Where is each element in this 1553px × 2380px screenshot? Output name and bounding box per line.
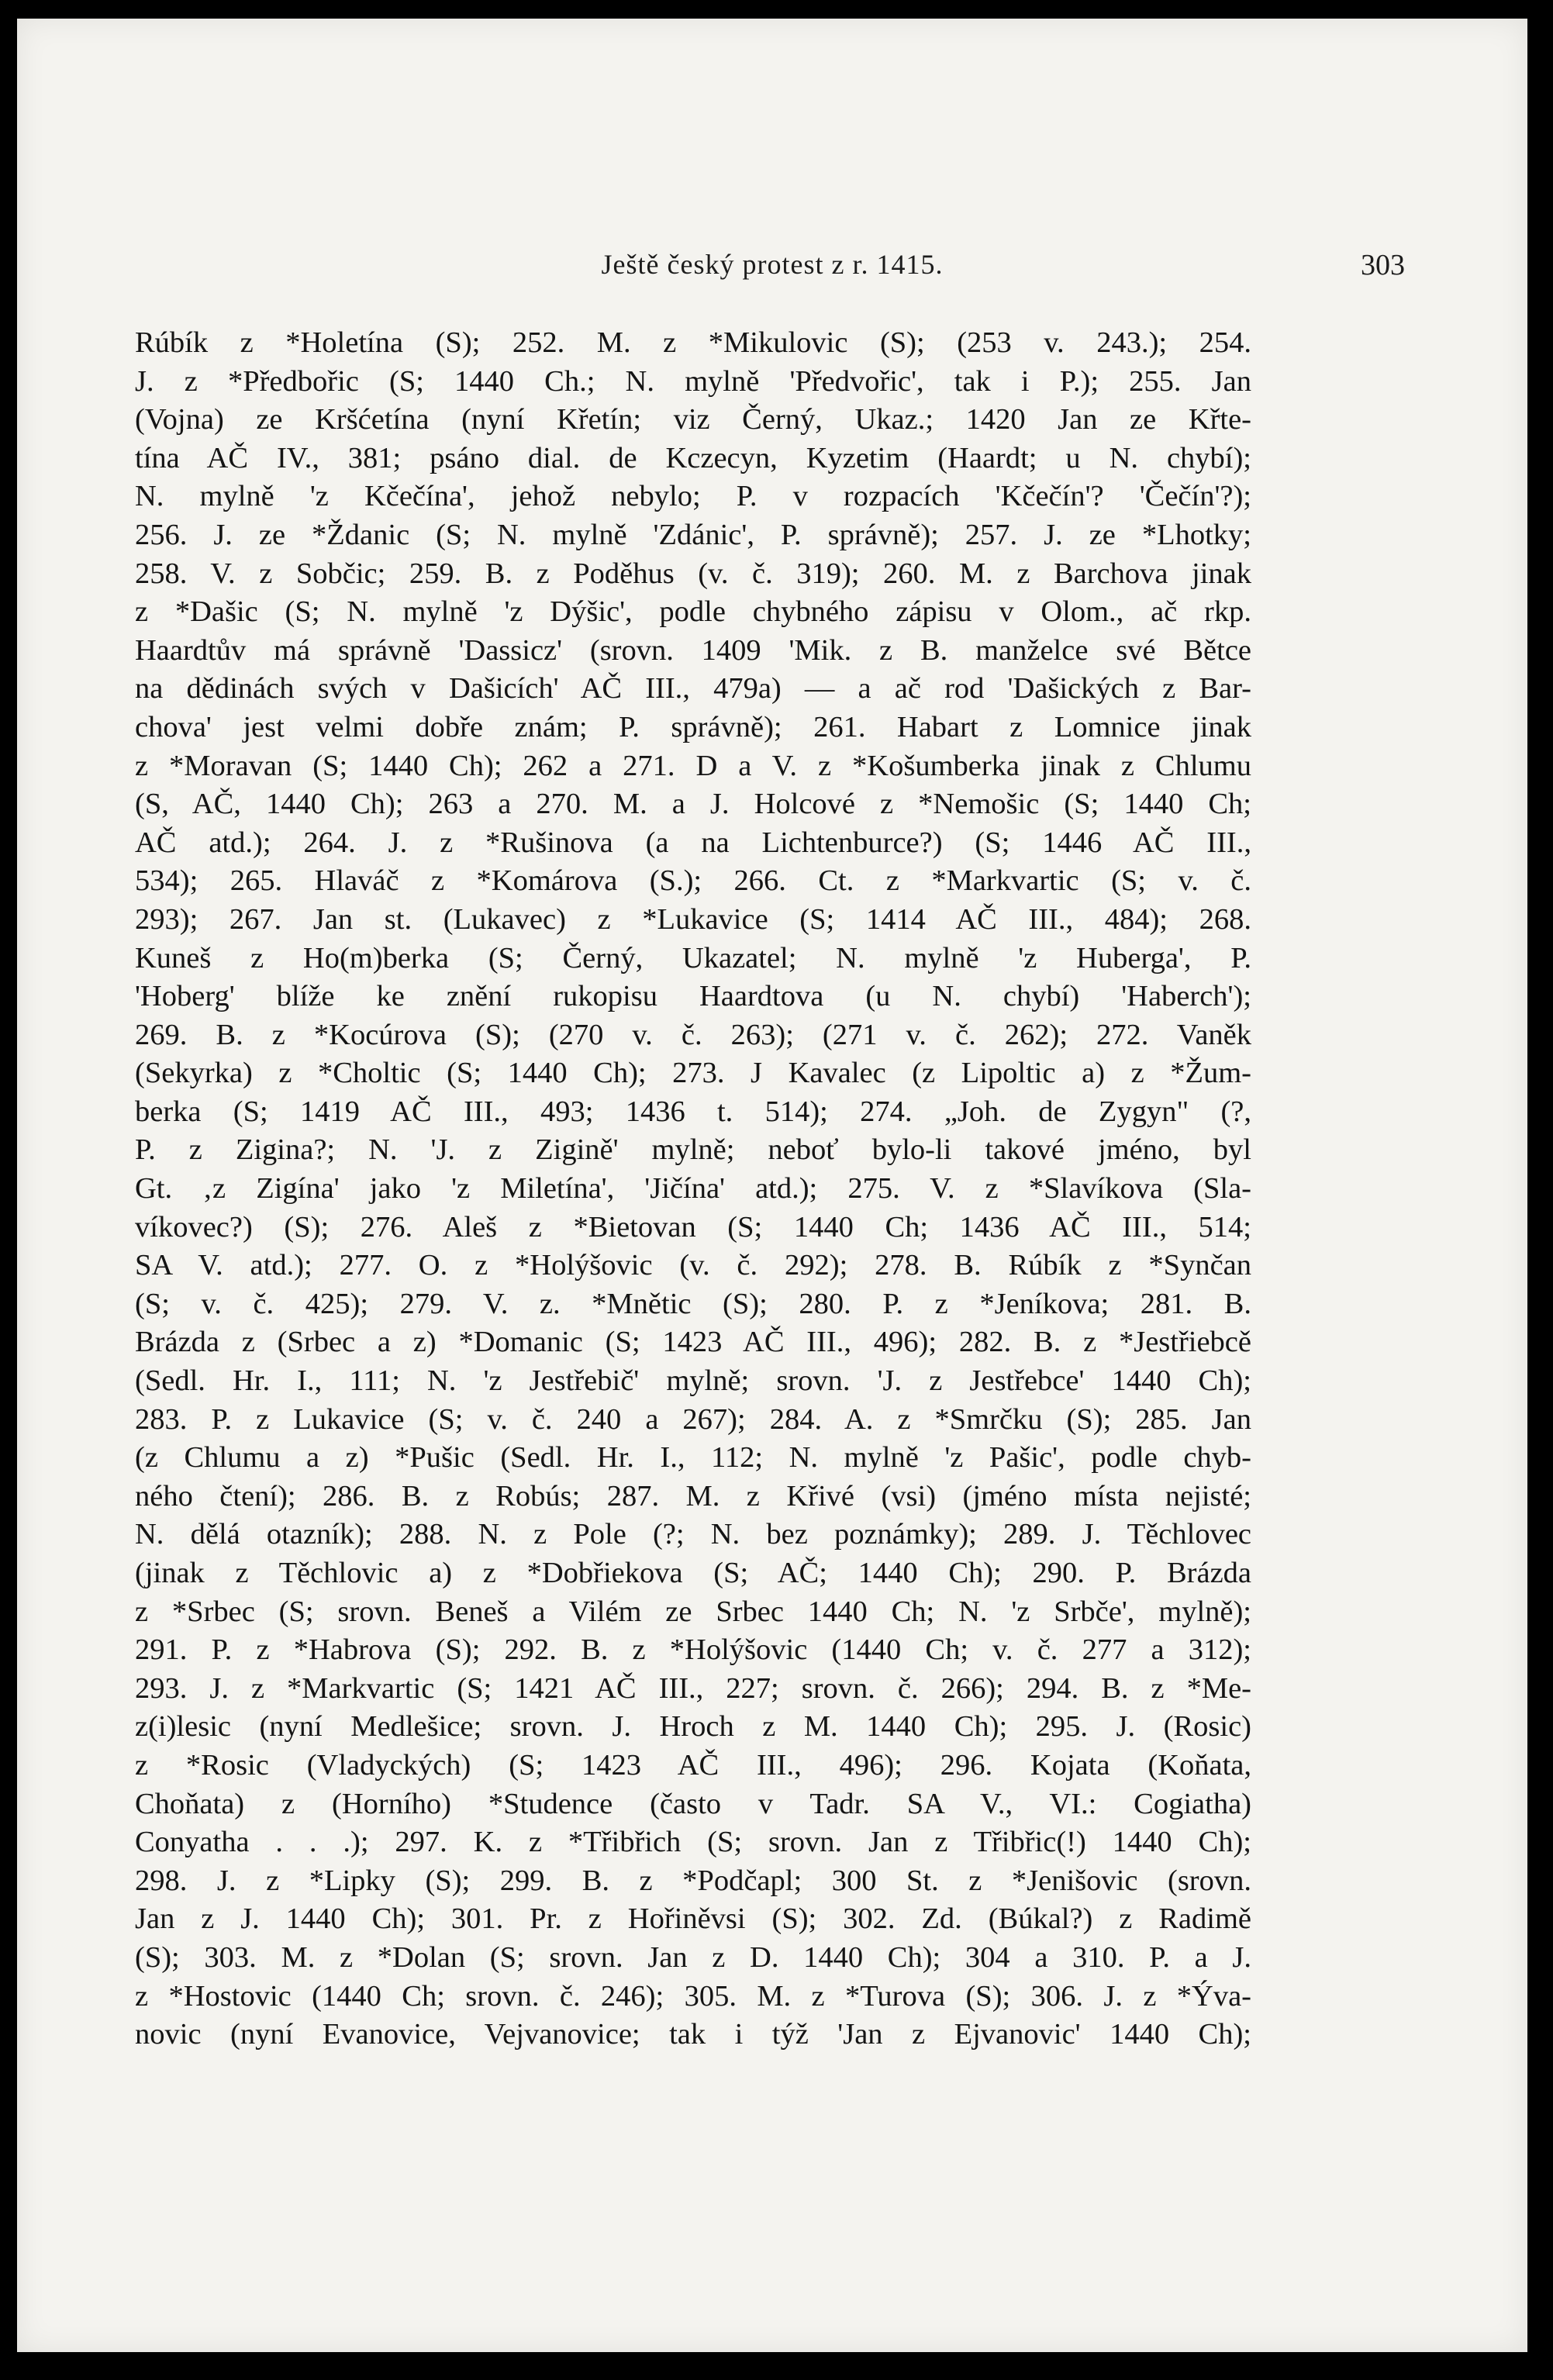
text-line: (S; v. č. 425); 279. V. z. *Mnětic (S); 280. P. z *Jeníkova; 281. B.	[135, 1287, 1251, 1320]
text-line: Gt. ‚z Zigína' jako 'z Miletína', 'Jičína' atd.); 275. V. z *Slavíkova (Sla-	[135, 1172, 1251, 1206]
text-line: Jan z J. 1440 Ch); 301. Pr. z Hořiněvsi (S); 302. Zd. (Búkal?) z Radimě	[135, 1902, 1251, 1936]
text-line: SA V. atd.); 277. O. z *Holýšovic (v. č. 292); 278. B. Rúbík z *Synčan	[135, 1249, 1251, 1282]
text-line: z *Moravan (S; 1440 Ch); 262 a 271. D a V. z *Košumberka jinak z Chlumu	[135, 749, 1251, 782]
text-line: 269. B. z *Kocúrova (S); (270 v. č. 263); (271 v. č. 262); 272. Vaněk	[135, 1018, 1251, 1051]
body-text	[135, 324, 1251, 2054]
text-line: N. mylně 'z Kčečína', jehož nebylo; P. v rozpacích 'Kčečín'? 'Čečín'?);	[135, 480, 1251, 513]
text-line: (jinak z Těchlovic a) z *Dobřiekova (S; AČ; 1440 Ch); 290. P. Brázda	[135, 1557, 1251, 1589]
text-line: na dědinách svých v Dašicích' AČ III., 479a) — a ač rod 'Dašických z Bar-	[135, 672, 1251, 705]
page-header	[133, 248, 1411, 295]
running-title: Ještě český protest z r. 1415.	[601, 249, 944, 280]
text-line: J. z *Předbořic (S; 1440 Ch.; N. mylně 'Předvořic', tak i P.); 255. Jan	[135, 364, 1251, 398]
text-line: 283. P. z Lukavice (S; v. č. 240 a 267); 284. A. z *Smrčku (S); 285. Jan	[135, 1402, 1251, 1436]
text-line: (Vojna) ze Kršćetína (nyní Křetín; viz Černý, Ukaz.; 1420 Jan ze Křte-	[135, 403, 1251, 436]
text-line: (Sedl. Hr. I., 111; N. 'z Jestřebič' mylně; srovn. 'J. z Jestřebce' 1440 Ch);	[135, 1364, 1251, 1398]
text-line: Brázda z (Srbec a z) *Domanic (S; 1423 AČ III., 496); 282. B. z *Jestřiebcě	[135, 1326, 1251, 1359]
text-line: víkovec?) (S); 276. Aleš z *Bietovan (S; 1440 Ch; 1436 AČ III., 514;	[135, 1210, 1251, 1243]
text-line: Choňata) z (Horního) *Studence (často v Tadr. SA V., VI.: Cogiatha)	[135, 1787, 1251, 1820]
text-line: (S); 303. M. z *Dolan (S; srovn. Jan z D. 1440 Ch); 304 a 310. P. a J.	[135, 1940, 1251, 1974]
text-line: 291. P. z *Habrova (S); 292. B. z *Holýšovic (1440 Ch; v. č. 277 a 312);	[135, 1633, 1251, 1667]
text-line: z *Rosic (Vladyckých) (S; 1423 AČ III., 496); 296. Kojata (Koňata,	[135, 1748, 1251, 1782]
text-line: (Sekyrka) z *Choltic (S; 1440 Ch); 273. J Kavalec (z Lipoltic a) z *Žum-	[135, 1057, 1251, 1090]
text-line: 293); 267. Jan st. (Lukavec) z *Lukavice (S; 1414 AČ III., 484); 268.	[135, 902, 1251, 936]
text-line: Haardtův má správně 'Dassicz' (srovn. 1409 'Mik. z B. manželce své Bětce	[135, 633, 1251, 667]
text-line: chova' jest velmi dobře znám; P. správně); 261. Habart z Lomnice jinak	[135, 710, 1251, 743]
text-line: 'Hoberg' blíže ke znění rukopisu Haardtova (u N. chybí) 'Haberch');	[135, 980, 1251, 1013]
book-page	[17, 19, 1527, 2352]
text-line: 258. V. z Sobčic; 259. B. z Poděhus (v. č. 319); 260. M. z Barchova jinak	[135, 557, 1251, 590]
text-line: z *Dašic (S; N. mylně 'z Dýšic', podle chybného zápisu v Olom., ač rkp.	[135, 595, 1251, 629]
text-line: (z Chlumu a z) *Pušic (Sedl. Hr. I., 112; N. mylně 'z Pašic', podle chyb-	[135, 1441, 1251, 1475]
text-line: Conyatha . . .); 297. K. z *Třibřich (S; srovn. Jan z Třibřic(!) 1440 Ch);	[135, 1826, 1251, 1859]
text-line: novic (nyní Evanovice, Vejvanovice; tak i týž 'Jan z Ejvanovic' 1440 Ch);	[135, 2018, 1251, 2051]
text-line: ného čtení); 286. B. z Robús; 287. M. z Křivé (vsi) (jméno místa nejisté;	[135, 1479, 1251, 1513]
text-line: 534); 265. Hlaváč z *Komárova (S.); 266. Ct. z *Markvartic (S; v. č.	[135, 864, 1251, 898]
text-line: berka (S; 1419 AČ III., 493; 1436 t. 514); 274. „Joh. de Zygyn" (?,	[135, 1095, 1251, 1128]
text-line: z *Hostovic (1440 Ch; srovn. č. 246); 305. M. z *Turova (S); 306. J. z *Ýva-	[135, 1979, 1251, 2013]
text-line: 256. J. ze *Ždanic (S; N. mylně 'Zdánic', P. správně); 257. J. ze *Lhotky;	[135, 518, 1251, 551]
text-line: 293. J. z *Markvartic (S; 1421 AČ III., 227; srovn. č. 266); 294. B. z *Me-	[135, 1671, 1251, 1705]
text-line: Rúbík z *Holetína (S); 252. M. z *Mikulovic (S); (253 v. 243.); 254.	[135, 326, 1251, 359]
text-line: N. dělá otazník); 288. N. z Pole (?; N. bez poznámky); 289. J. Těchlovec	[135, 1518, 1251, 1551]
text-line: z(i)lesic (nyní Medlešice; srovn. J. Hroch z M. 1440 Ch); 295. J. (Rosic)	[135, 1710, 1251, 1744]
page-number: 303	[1361, 249, 1405, 281]
text-line: z *Srbec (S; srovn. Beneš a Vilém ze Srbec 1440 Ch; N. 'z Srbče', mylně);	[135, 1595, 1251, 1628]
text-line: Kuneš z Ho(m)berka (S; Černý, Ukazatel; N. mylně 'z Huberga', P.	[135, 941, 1251, 974]
text-line: tína AČ IV., 381; psáno dial. de Kczecyn, Kyzetim (Haardt; u N. chybí);	[135, 441, 1251, 474]
text-line: P. z Zigina?; N. 'J. z Zigině' mylně; neboť bylo-li takové jméno, byl	[135, 1133, 1251, 1167]
text-line: AČ atd.); 264. J. z *Rušinova (a na Lichtenburce?) (S; 1446 AČ III.,	[135, 826, 1251, 859]
text-line: 298. J. z *Lipky (S); 299. B. z *Podčapl; 300 St. z *Jenišovic (srovn.	[135, 1864, 1251, 1897]
text-line: (S, AČ, 1440 Ch); 263 a 270. M. a J. Holcové z *Nemošic (S; 1440 Ch;	[135, 788, 1251, 821]
